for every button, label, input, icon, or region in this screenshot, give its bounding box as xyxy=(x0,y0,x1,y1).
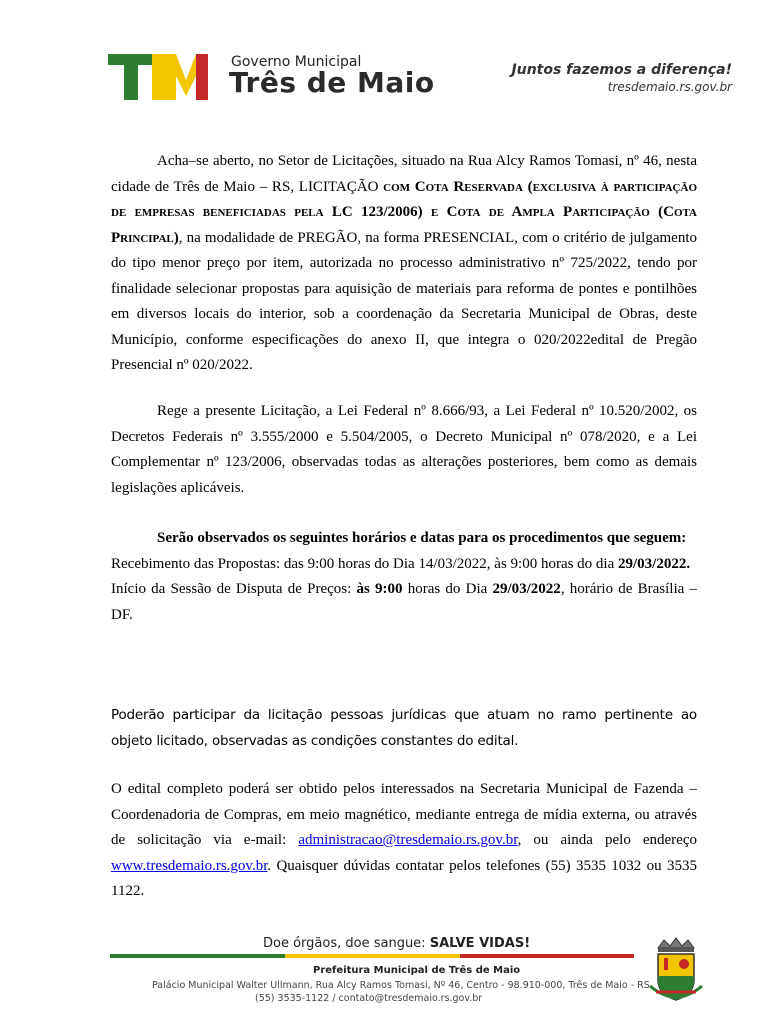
footer-slogan: Doe órgãos, doe sangue: SALVE VIDAS! xyxy=(263,936,531,951)
edital-text-2: , ou ainda pelo endereço xyxy=(517,832,697,848)
schedule-session xyxy=(111,577,697,628)
footer-address: Palácio Municipal Walter Ullmann, Rua Alcy Ramos Tomasi, Nº 46, Centro - 98.910-000, Três de Maio - RS xyxy=(152,980,650,991)
announcement-text-2: , na modalidade de PREGÃO, na forma PRESENCIAL, com o critério de julgamento do tipo menor preço por item, autorizada no processo administrativo nº 725/2022, tendo por finalidade selecionar propostas para aquisição de materiais para reforma de pontes e pontilhões em diversos locais do interior, sob a coordenação da Secretaria Municipal de Obras, deste Município, conforme especificações do anexo II, que integra o 020/2022edital de Pregão Presencial nº 020/2022. xyxy=(111,229,697,373)
page-header xyxy=(0,0,770,120)
footer-color-stripe xyxy=(110,954,634,958)
header-website: tresdemaio.rs.gov.br xyxy=(607,80,732,94)
session-text-1: Início da Sessão de Disputa de Preços: xyxy=(111,581,357,597)
announcement-text-1: Acha–se aberto, no Setor de Licitações, situado na Rua Alcy Ramos Tomasi, nº 46, nesta cidade de Três de Maio – RS, LICITAÇÃO xyxy=(111,153,697,195)
edital-text-3: . Quaisquer dúvidas contatar pelos telefones (55) 3535 1032 ou 3535 1122. xyxy=(111,857,697,899)
session-text-3: , horário de Brasília – DF. xyxy=(111,581,697,623)
session-time: às 9:00 xyxy=(356,581,403,597)
legislation-text: Rege a presente Licitação, a Lei Federal nº 8.666/93, a Lei Federal nº 10.520/2002, os Decretos Federais nº 3.555/2000 e 5.504/2005, o Decreto Municipal nº 078/2020, e a Lei Complementar nº 123/2006, observadas todas as alterações posteriores, bem como as demais legislações aplicáveis. xyxy=(111,403,697,496)
gov-label: Governo Municipal xyxy=(231,54,362,70)
city-name: Três de Maio xyxy=(229,66,435,99)
session-date: 29/03/2022 xyxy=(492,581,561,597)
schedule-section xyxy=(111,526,697,628)
receipt-text: Recebimento das Propostas: das 9:00 horas do Dia 14/03/2022, às 9:00 horas do dia xyxy=(111,555,619,572)
footer-contact: (55) 3535-1122 / contato@tresdemaio.rs.gov.br xyxy=(255,993,483,1004)
header-slogan: Juntos fazemos a diferença! xyxy=(511,62,732,78)
paragraph-announcement xyxy=(111,149,697,379)
paragraph-legislation xyxy=(111,399,697,501)
participation-text: Poderão participar da licitação pessoas jurídicas que atuam no ramo pertinente ao objeto licitado, observadas as condições constantes do edital. xyxy=(111,707,697,749)
footer-slogan-bold: SALVE VIDAS! xyxy=(429,936,531,951)
receipt-date: 29/03/2022. xyxy=(618,555,691,572)
page-footer xyxy=(0,930,770,1024)
schedule-heading: Serão observados os seguintes horários e datas para os procedimentos que seguem: xyxy=(157,530,687,546)
website-link[interactable]: www.tresdemaio.rs.gov.br xyxy=(111,857,268,874)
paragraph-participation xyxy=(111,703,697,754)
municipal-crest-icon xyxy=(648,936,704,1006)
municipal-logo-icon xyxy=(108,52,216,102)
footer-org: Prefeitura Municipal de Três de Maio xyxy=(313,965,521,976)
edital-text-1: O edital completo poderá ser obtido pelos interessados na Secretaria Municipal de Fazenda – Coordenadoria de Compras, em meio magnético, mediante entrega de mídia externa, ou através de solicitação via e-mail: xyxy=(111,781,697,848)
announcement-quota: com Cota Reservada (exclusiva à participação de empresas beneficiadas pela LC 123/2006) e Cota de Ampla Participação (Cota Principal) xyxy=(111,178,697,246)
schedule-receipt xyxy=(111,552,697,578)
email-link[interactable]: administracao@tresdemaio.rs.gov.br xyxy=(298,832,518,848)
paragraph-edital xyxy=(111,777,697,905)
session-text-2: horas do Dia xyxy=(402,581,493,597)
